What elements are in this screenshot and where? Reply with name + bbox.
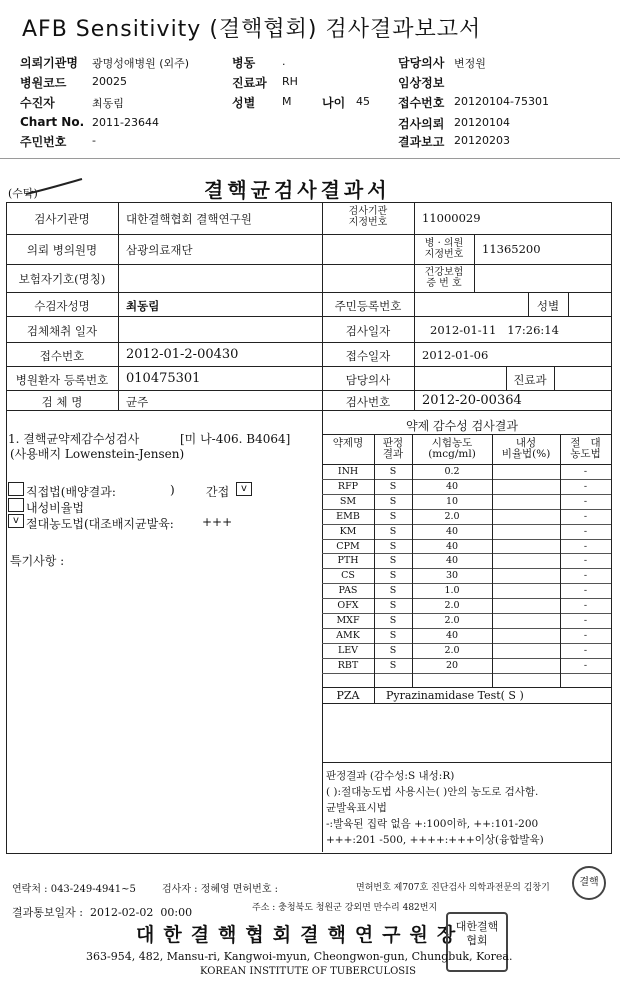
name-value: 최동림 bbox=[126, 299, 160, 313]
drug-result-cell: S bbox=[389, 466, 397, 477]
resident-label: 주민번호 bbox=[20, 135, 67, 149]
drug-abs-cell: - bbox=[583, 525, 588, 537]
table-header-cell: 시험농도 (mcg/ml) bbox=[428, 437, 476, 460]
org-en: KOREAN INSTITUTE OF TUBERCULOSIS bbox=[200, 966, 416, 977]
ratio-label: 내성비율법 bbox=[26, 501, 84, 515]
age-label: 나이 bbox=[322, 96, 346, 110]
report-date-value: 20120203 bbox=[454, 134, 510, 147]
insurance-label: 건강보험 증 번 호 bbox=[424, 267, 464, 289]
dept-value: RH bbox=[282, 75, 298, 88]
drug-name-cell: CS bbox=[341, 570, 355, 582]
indirect-label: 간접 bbox=[206, 485, 230, 499]
clinical-label: 임상정보 bbox=[398, 76, 445, 90]
drug-conc-cell: 2.0 bbox=[444, 510, 460, 522]
ratio-checkbox bbox=[8, 498, 24, 512]
reception-label: 접수번호 bbox=[398, 96, 445, 110]
hosp-reg-value: 010475301 bbox=[126, 371, 201, 386]
direct-close: ) bbox=[170, 483, 175, 497]
table-row-divider bbox=[322, 598, 611, 599]
drug-name-cell: RFP bbox=[337, 480, 359, 492]
insurer-label: 보험자기호(명칭) bbox=[18, 272, 106, 286]
org-name: 대한결핵협회결핵연구원장 bbox=[136, 924, 465, 946]
note-line: 균발육표시법 bbox=[326, 802, 387, 814]
recv-no-label: 접수번호 bbox=[39, 349, 85, 363]
drug-result-cell: S bbox=[389, 615, 397, 626]
table-row-divider bbox=[322, 583, 611, 584]
drug-conc-cell: 1.0 bbox=[444, 585, 460, 597]
sex-value: M bbox=[282, 95, 292, 108]
strike-mark bbox=[24, 176, 86, 198]
medium: (사용배지 Lowenstein-Jensen) bbox=[10, 447, 185, 461]
small-seal bbox=[572, 866, 606, 900]
header-divider bbox=[0, 158, 620, 159]
table-row-divider bbox=[322, 658, 611, 659]
specimen-label: 검 체 명 bbox=[41, 395, 83, 409]
drug-name-cell: PAS bbox=[338, 585, 358, 597]
drug-conc-cell: 20 bbox=[445, 659, 459, 671]
indirect-checkbox: v bbox=[236, 482, 252, 496]
pza-label: PZA bbox=[336, 688, 360, 702]
drug-abs-cell: - bbox=[583, 466, 588, 477]
test-no-value: 2012-20-00364 bbox=[422, 393, 522, 408]
drug-name-cell: OFX bbox=[337, 600, 359, 612]
note-line: 판정결과 (감수성:S 내성:R) bbox=[326, 770, 455, 782]
table-row-divider bbox=[322, 673, 611, 674]
table-row-divider bbox=[322, 613, 611, 614]
absolute-growth: +++ bbox=[202, 515, 233, 529]
table-row-divider bbox=[322, 524, 611, 525]
drug-conc-cell: 2.0 bbox=[444, 615, 460, 626]
direct-checkbox bbox=[8, 482, 24, 496]
doctor-form-label: 담당의사 bbox=[345, 373, 391, 387]
name-label: 수검자성명 bbox=[34, 299, 90, 313]
table-row-divider bbox=[322, 479, 611, 480]
drug-abs-cell: - bbox=[583, 644, 588, 656]
specimen-value: 균주 bbox=[126, 395, 149, 409]
drug-name-cell: SM bbox=[339, 495, 357, 507]
req-no-value: 11365200 bbox=[482, 242, 541, 256]
drug-conc-cell: 40 bbox=[445, 480, 459, 492]
drug-conc-cell: 40 bbox=[445, 525, 459, 537]
license: 면허번호 제707호 진단검사 의학과전문의 김창기 bbox=[356, 883, 550, 893]
test-code: [미 나-406. B4064] bbox=[180, 432, 291, 446]
hospital-code-value: 20025 bbox=[92, 75, 127, 88]
table-header-cell: 절 대 농도법 bbox=[570, 437, 601, 460]
corner-note: (수탁) bbox=[8, 187, 38, 200]
recv-date-label: 접수일자 bbox=[345, 349, 391, 363]
drug-result-cell: S bbox=[389, 659, 397, 671]
drug-abs-cell: - bbox=[583, 615, 588, 626]
table-header-cell: 약제명 bbox=[332, 437, 364, 449]
results-title: 약제 감수성 검사결과 bbox=[406, 419, 518, 433]
drug-abs-cell: - bbox=[583, 555, 588, 567]
drug-conc-cell: 40 bbox=[445, 555, 459, 567]
table-row-divider bbox=[322, 553, 611, 554]
hosp-reg-label: 병원환자 등록번호 bbox=[15, 373, 109, 387]
drug-abs-cell: - bbox=[583, 480, 588, 492]
institution-value: 광명성애병원 (외주) bbox=[92, 57, 190, 70]
table-column-divider bbox=[492, 434, 493, 687]
table-header-cell: 판정 결과 bbox=[382, 437, 404, 460]
collect-label: 검체채취 일자 bbox=[26, 324, 98, 338]
drug-result-cell: S bbox=[389, 495, 397, 507]
report-title: AFB Sensitivity (결핵협회) 검사결과보고서 bbox=[22, 17, 482, 42]
address-kr: 주소 : 충청북도 청원군 강외면 만수리 482번지 bbox=[252, 903, 438, 913]
drug-conc-cell: 40 bbox=[445, 540, 459, 552]
recv-no-value: 2012-01-2-00430 bbox=[126, 347, 239, 362]
ward-label: 병동 bbox=[232, 56, 256, 70]
table-column-divider bbox=[412, 434, 413, 687]
scanned-document bbox=[6, 168, 612, 858]
request-label: 검사의뢰 bbox=[398, 117, 445, 131]
note-line: ( ):절대농도법 사용시는( )안의 농도로 검사함. bbox=[326, 786, 539, 798]
drug-abs-cell: - bbox=[583, 600, 588, 612]
absolute-label: 절대농도법(대조배지균발육: bbox=[26, 517, 174, 531]
drug-result-cell: S bbox=[389, 644, 397, 656]
table-header-divider bbox=[322, 464, 611, 465]
drug-result-cell: S bbox=[389, 570, 397, 582]
request-value: 20120104 bbox=[454, 116, 510, 129]
drug-name-cell: INH bbox=[337, 466, 359, 477]
lab-name-value: 대한결핵협회 결핵연구원 bbox=[126, 212, 252, 226]
drug-result-cell: S bbox=[389, 585, 397, 597]
table-row-divider bbox=[322, 703, 611, 704]
note-line: -:발육된 집락 없음 +:100이하, ++:101-200 bbox=[326, 818, 539, 830]
req-hosp-value: 삼광의료재단 bbox=[126, 243, 193, 257]
resident-value: - bbox=[92, 134, 96, 147]
table-row-divider bbox=[322, 687, 611, 688]
test-date-value: 2012-01-11 17:26:14 bbox=[430, 323, 559, 337]
note-line: +++:201 -500, ++++:+++이상(융합발육) bbox=[326, 834, 544, 846]
direct-label: 직접법(배양결과: bbox=[26, 485, 116, 499]
table-row-divider bbox=[322, 494, 611, 495]
drug-name-cell: KM bbox=[339, 525, 357, 537]
drug-name-cell: EMB bbox=[336, 510, 360, 522]
remarks-label: 특기사항 : bbox=[10, 554, 65, 568]
dept-label: 진료과 bbox=[232, 76, 267, 90]
drug-conc-cell: 2.0 bbox=[444, 644, 460, 656]
hospital-code-label: 병원코드 bbox=[20, 76, 67, 90]
drug-abs-cell: - bbox=[583, 495, 588, 507]
drug-result-cell: S bbox=[389, 600, 397, 612]
test-no-label: 검사번호 bbox=[345, 395, 391, 409]
drug-name-cell: LEV bbox=[337, 644, 359, 656]
patient-label: 수진자 bbox=[20, 96, 55, 110]
drug-conc-cell: 10 bbox=[445, 495, 459, 507]
drug-conc-cell: 30 bbox=[445, 570, 459, 582]
patient-value: 최동림 bbox=[92, 97, 124, 110]
sex-label-form: 성별 bbox=[536, 299, 560, 313]
drug-abs-cell: - bbox=[583, 585, 588, 597]
drug-abs-cell: - bbox=[583, 510, 588, 522]
lab-no-label: 검사기관 지정번호 bbox=[348, 206, 388, 228]
table-column-divider bbox=[374, 434, 375, 687]
reception-value: 20120104-75301 bbox=[454, 95, 549, 108]
table-row-divider bbox=[322, 509, 611, 510]
address-en: 363-954, 482, Mansu-ri, Kangwoi-myun, Cheongwon-gun, Chungbuk, Korea. bbox=[86, 950, 513, 963]
table-column-divider bbox=[560, 434, 561, 687]
table-column-divider bbox=[374, 687, 375, 703]
drug-abs-cell: - bbox=[583, 629, 588, 641]
drug-abs-cell: - bbox=[583, 570, 588, 582]
drug-name-cell: PTH bbox=[337, 555, 359, 567]
drug-conc-cell: 2.0 bbox=[444, 600, 460, 612]
sex-label: 성별 bbox=[232, 96, 256, 110]
drug-result-cell: S bbox=[389, 555, 397, 567]
institution-label: 의뢰기관명 bbox=[20, 56, 78, 70]
official-seal-text: 대한결핵협회 bbox=[455, 920, 499, 947]
drug-result-cell: S bbox=[389, 510, 397, 522]
rrn-label: 주민등록번호 bbox=[334, 299, 402, 313]
doctor-label: 담당의사 bbox=[398, 56, 445, 70]
table-row-divider bbox=[322, 539, 611, 540]
doctor-value: 변정원 bbox=[454, 57, 486, 70]
report-date-label: 결과보고 bbox=[398, 135, 445, 149]
drug-result-cell: S bbox=[389, 480, 397, 492]
req-hosp-label: 의뢰 병의원명 bbox=[26, 243, 98, 257]
absolute-checkbox: v bbox=[8, 514, 24, 528]
drug-result-cell: S bbox=[389, 629, 397, 641]
drug-name-cell: AMK bbox=[336, 629, 360, 641]
drug-name-cell: MXF bbox=[336, 615, 360, 626]
pza-result: Pyrazinamidase Test( S ) bbox=[386, 688, 524, 702]
req-no-label: 병 · 의원 지정번호 bbox=[424, 238, 464, 260]
table-row-divider bbox=[322, 568, 611, 569]
chart-value: 2011-23644 bbox=[92, 116, 159, 129]
drug-abs-cell: - bbox=[583, 540, 588, 552]
small-seal-text: 결핵 bbox=[579, 877, 599, 888]
table-row-divider bbox=[322, 643, 611, 644]
test-date-label: 검사일자 bbox=[345, 324, 391, 338]
drug-result-cell: S bbox=[389, 525, 397, 537]
drug-name-cell: RBT bbox=[337, 659, 359, 671]
drug-conc-cell: 40 bbox=[445, 629, 459, 641]
drug-conc-cell: 0.2 bbox=[444, 466, 460, 477]
dept-form-label: 진료과 bbox=[513, 373, 547, 387]
ward-value: . bbox=[282, 55, 286, 68]
drug-result-cell: S bbox=[389, 540, 397, 552]
recv-date-value: 2012-01-06 bbox=[422, 348, 489, 362]
chart-label: Chart No. bbox=[20, 115, 85, 129]
drug-abs-cell: - bbox=[583, 659, 588, 671]
notify-date: 결과통보일자 : 2012-02-02 00:00 bbox=[12, 906, 193, 919]
test-name: 1. 결핵균약제감수성검사 bbox=[8, 432, 140, 446]
table-row-divider bbox=[322, 628, 611, 629]
age-value: 45 bbox=[356, 95, 370, 108]
lab-no-value: 11000029 bbox=[422, 211, 481, 225]
contact: 연락처 : 043-249-4941~5 bbox=[12, 884, 136, 895]
lab-name-label: 검사기관명 bbox=[34, 212, 90, 226]
table-header-cell: 내성 비율법(%) bbox=[501, 437, 551, 460]
drug-name-cell: CPM bbox=[336, 540, 360, 552]
tester: 검사자 : 정혜영 면허번호 : bbox=[162, 884, 279, 895]
official-seal bbox=[446, 912, 508, 972]
document-title: 결핵균검사결과서 bbox=[204, 178, 391, 202]
